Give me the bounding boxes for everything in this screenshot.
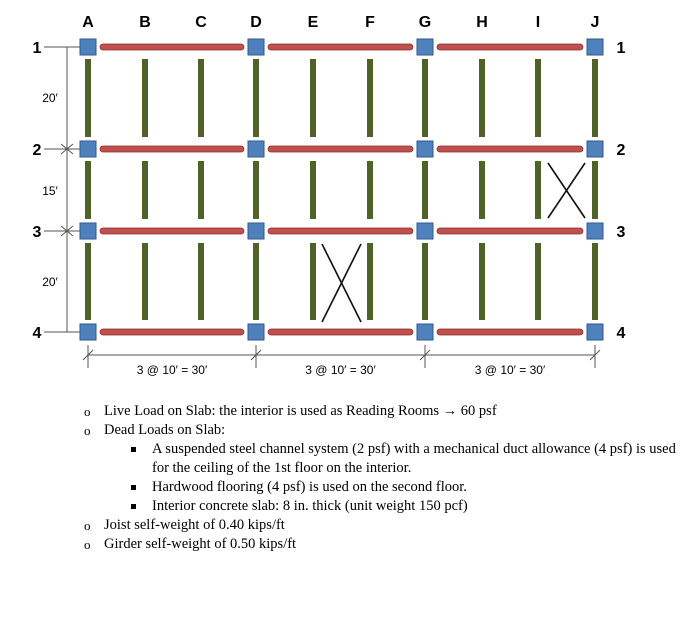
row-label-left-4: 4 [32,325,42,342]
joist-F-3 [367,243,373,320]
joist-D-1 [253,59,259,137]
joist-G-3 [422,243,428,320]
column-label-H: H [476,14,488,31]
column-J3 [587,223,603,239]
joist-J-2 [592,161,598,219]
joist-B-1 [142,59,148,137]
bay-dimension-label-3: 3 @ 10′ = 30′ [474,363,546,377]
bay-dimension-label-1: 3 @ 10′ = 30′ [136,363,208,377]
joist-E-2 [310,161,316,219]
joist-E-1 [310,59,316,137]
joist-B-2 [142,161,148,219]
girder-row2-bay1 [100,146,244,152]
column-label-I: I [535,14,541,31]
girder-row4-bay3 [437,329,583,335]
girder-row2-bay2 [268,146,413,152]
joist-D-3 [253,243,259,320]
row-label-left-3: 3 [32,224,42,241]
column-label-D: D [250,14,262,31]
girder-row2-bay3 [437,146,583,152]
joist-H-1 [479,59,485,137]
row-label-right-2: 2 [616,142,626,159]
joist-E-3 [310,243,316,320]
column-label-E: E [307,14,319,31]
row-spacing-label-1: 20′ [42,91,58,105]
column-A4 [80,324,96,340]
joist-I-2 [535,161,541,219]
joist-F-1 [367,59,373,137]
column-A1 [80,39,96,55]
joist-A-3 [85,243,91,320]
joist-G-2 [422,161,428,219]
girder-row3-bay3 [437,228,583,234]
column-A3 [80,223,96,239]
girder-row1-bay1 [100,44,244,50]
joist-weight-note: o Joist self-weight of 0.40 kips/ft [78,516,678,535]
joist-C-3 [198,243,204,320]
joist-I-1 [535,59,541,137]
column-D1 [248,39,264,55]
dead-loads-heading: Dead Loads on Slab: [104,422,226,438]
dead-loads-note [78,421,678,440]
girder-row3-bay2 [268,228,413,234]
column-label-B: B [139,14,151,31]
column-D4 [248,324,264,340]
dead-load-ceiling: A suspended steel channel system (2 psf) with a mechanical duct allowance (4 psf) is used for the ceiling of the 1st floor on the interior. [78,440,678,478]
joist-G-1 [422,59,428,137]
column-label-A: A [82,14,94,31]
column-J2 [587,141,603,157]
bay-dimension-label-2: 3 @ 10′ = 30′ [305,363,376,377]
joist-D-2 [253,161,259,219]
dead-load-flooring: Hardwood flooring (4 psf) is used on the second floor. [78,478,678,497]
column-G3 [417,223,433,239]
girder-weight-note: o Girder self-weight of 0.50 kips/ft [78,535,678,554]
column-J1 [587,39,603,55]
row-label-left-1: 1 [32,40,42,57]
column-G1 [417,39,433,55]
girder-row3-bay1 [100,228,244,234]
girder-row1-bay2 [268,44,413,50]
row-label-left-2: 2 [32,142,42,159]
joist-H-3 [479,243,485,320]
joist-I-3 [535,243,541,320]
row-label-right-4: 4 [616,325,626,342]
column-A2 [80,141,96,157]
column-G4 [417,324,433,340]
joist-C-1 [198,59,204,137]
column-label-J: J [590,14,600,31]
joist-A-1 [85,59,91,137]
row-label-right-3: 3 [616,224,626,241]
column-G2 [417,141,433,157]
load-notes [78,402,678,554]
joist-A-2 [85,161,91,219]
joist-H-2 [479,161,485,219]
joist-J-3 [592,243,598,320]
row-label-right-1: 1 [616,40,626,57]
column-label-G: G [418,14,432,31]
joist-J-1 [592,59,598,137]
row-spacing-label-2: 15′ [42,184,58,198]
column-J4 [587,324,603,340]
girder-row1-bay3 [437,44,583,50]
dead-load-slab: Interior concrete slab: 8 in. thick (unit weight 150 pcf) [78,497,678,516]
column-D2 [248,141,264,157]
joist-F-2 [367,161,373,219]
live-load-note: o Live Load on Slab: the interior is used as Reading Rooms → 60 psf [78,402,678,421]
column-label-C: C [195,14,207,31]
girder-row4-bay2 [268,329,413,335]
column-label-F: F [365,14,375,31]
girder-row4-bay1 [100,329,244,335]
column-D3 [248,223,264,239]
row-spacing-label-3: 20′ [42,275,58,289]
joist-C-2 [198,161,204,219]
joist-B-3 [142,243,148,320]
